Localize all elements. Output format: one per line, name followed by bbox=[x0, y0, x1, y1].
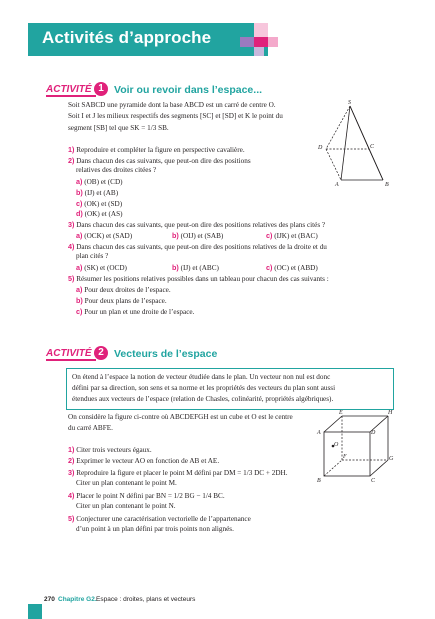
label-A: A bbox=[335, 182, 339, 188]
act2-q3-num: 3) bbox=[68, 468, 75, 477]
act1-q5-text: Résumer les positions relatives possibles dans un tableau pour chacun des cas suivants : bbox=[76, 275, 329, 283]
edge-SC bbox=[350, 106, 369, 149]
act1-q3-num: 3) bbox=[68, 220, 75, 229]
edge-CG bbox=[370, 460, 388, 476]
act2-q5-sub: d’un point à un plan défini par trois points non alignés. bbox=[76, 525, 234, 533]
act2-q4-num: 4) bbox=[68, 491, 75, 500]
act2-q5-num: 5) bbox=[68, 514, 75, 523]
act2-q4-text: Placer le point N défini par BN = 1/2 BG − 1/4 BC. bbox=[76, 492, 225, 500]
list-item: (OIJ) et (SAB) bbox=[180, 232, 224, 240]
edge-SA bbox=[341, 106, 350, 180]
list-marker: c) bbox=[266, 231, 273, 240]
list-item: (OC) et (ABD) bbox=[274, 264, 318, 272]
list-marker: b) bbox=[76, 188, 83, 197]
activity-1-title: Voir ou revoir dans l’espace... bbox=[114, 84, 263, 96]
label-B: B bbox=[385, 182, 389, 188]
list-item: (IJ) et (ABC) bbox=[180, 264, 219, 272]
list-item: Pour deux plans de l’espace. bbox=[84, 297, 167, 305]
label-B: B bbox=[317, 478, 321, 484]
act1-q4-line-1: Dans chacun des cas suivants, que peut-on dire des positions relatives de la droite et du bbox=[76, 243, 327, 251]
list-item: Pour un plan et une droite de l’espace. bbox=[84, 308, 195, 316]
list-item: (IJK) et (BAC) bbox=[274, 232, 318, 240]
list-marker: c) bbox=[76, 199, 83, 208]
edge-BF bbox=[324, 460, 342, 476]
act1-q4-line-2: plan cités ? bbox=[76, 252, 109, 260]
list-item: (OK) et (SD) bbox=[84, 200, 123, 208]
label-D: D bbox=[371, 430, 376, 436]
box-line-2: défini par sa direction, son sens et sa norme et les propriétés des vecteurs du plan sont aussi bbox=[72, 384, 336, 392]
act2-q1-num: 1) bbox=[68, 445, 75, 454]
list-marker: c) bbox=[76, 307, 83, 316]
list-item: (IJ) et (AB) bbox=[84, 189, 119, 197]
activity-1-number: 1 bbox=[94, 82, 108, 96]
list-marker: b) bbox=[172, 263, 179, 272]
act1-q2-line-2: relatives des droites citées ? bbox=[76, 166, 157, 174]
label-O: O bbox=[334, 442, 339, 448]
list-marker: b) bbox=[76, 296, 83, 305]
label-C: C bbox=[370, 144, 375, 150]
list-item: (OK) et (AS) bbox=[84, 210, 123, 218]
act2-q2-text: Exprimer le vecteur AO en fonction de AB et AE. bbox=[76, 457, 220, 465]
edge-DA bbox=[326, 149, 341, 180]
activity-2-underline bbox=[46, 359, 96, 361]
list-item: Pour deux droites de l’espace. bbox=[84, 286, 171, 294]
footer-tab bbox=[28, 604, 42, 619]
chapter-label: Chapitre G2. bbox=[58, 596, 97, 603]
act2-q5-text: Conjecturer une caractérisation vectorielle de l’appartenance bbox=[76, 515, 251, 523]
act1-q4-num: 4) bbox=[68, 242, 75, 251]
act2-intro-line-1: On considère la figure ci-contre où ABCDEFGH est un cube et O est le centre bbox=[68, 413, 293, 421]
act2-q3-sub: Citer un plan contenant le point M. bbox=[76, 479, 177, 487]
act2-q4-sub: Citer un plan contenant le point N. bbox=[76, 502, 176, 510]
label-G: G bbox=[389, 456, 394, 462]
list-marker: a) bbox=[76, 285, 83, 294]
pyramid-figure bbox=[312, 98, 404, 190]
cube-figure bbox=[312, 408, 396, 484]
chapter-title: Espace : droites, plans et vecteurs bbox=[96, 596, 196, 603]
box-line-3: étendues aux vecteurs de l’espace (relation de Chasles, colinéarité, propriétés algébriques). bbox=[72, 395, 334, 403]
act1-intro-line-2: Soit I et J les milieux respectifs des segments [SC] et [SD] et K le point du bbox=[68, 112, 283, 120]
list-marker: a) bbox=[76, 177, 83, 186]
activity-2-badge: ACTIVITÉ bbox=[46, 348, 92, 359]
act1-q1-num: 1) bbox=[68, 145, 75, 154]
label-C: C bbox=[371, 478, 376, 484]
list-item: (SK) et (OCD) bbox=[84, 264, 127, 272]
act1-intro-line-1: Soit SABCD une pyramide dont la base ABCD est un carré de centre O. bbox=[68, 101, 276, 109]
face-ABFE bbox=[324, 432, 370, 476]
act2-q3-text: Reproduire la figure et placer le point M défini par DM = 1/3 DC + 2DH. bbox=[76, 469, 288, 477]
act1-q2-line-1: Dans chacun des cas suivants, que peut-on dire des positions bbox=[76, 157, 251, 165]
edge-SD bbox=[326, 106, 350, 149]
box-line-1: On étend à l’espace la notion de vecteur étudiée dans le plan. Un vecteur non nul est donc bbox=[72, 373, 331, 381]
act2-q2-num: 2) bbox=[68, 456, 75, 465]
edge-AE bbox=[324, 416, 342, 432]
list-marker: a) bbox=[76, 231, 83, 240]
activity-1-underline bbox=[46, 95, 96, 97]
list-marker: c) bbox=[266, 263, 273, 272]
activity-2-title: Vecteurs de l’espace bbox=[114, 348, 218, 360]
list-marker: b) bbox=[172, 231, 179, 240]
list-item: (OB) et (CD) bbox=[84, 178, 123, 186]
label-E: E bbox=[339, 410, 343, 416]
edge-BC bbox=[369, 149, 383, 180]
list-marker: d) bbox=[76, 209, 83, 218]
act1-q2-num: 2) bbox=[68, 156, 75, 165]
label-A: A bbox=[317, 430, 321, 436]
act1-intro-line-3: segment [SB] tel que SK = 1/3 SB. bbox=[68, 124, 169, 132]
label-D: D bbox=[318, 145, 323, 151]
label-S: S bbox=[348, 100, 351, 106]
page-number: 270 bbox=[44, 596, 55, 603]
act1-q1-text: Reproduire et compléter la figure en perspective cavalière. bbox=[76, 146, 245, 154]
activity-2-number: 2 bbox=[94, 346, 108, 360]
act2-intro-line-2: du carré ABFE. bbox=[68, 424, 113, 432]
label-F: F bbox=[343, 454, 347, 460]
list-marker: a) bbox=[76, 263, 83, 272]
act1-q5-num: 5) bbox=[68, 274, 75, 283]
list-item: (OCK) et (SAD) bbox=[84, 232, 133, 240]
label-H: H bbox=[388, 410, 393, 416]
page-title: Activités d’approche bbox=[42, 28, 212, 47]
act2-q1-text: Citer trois vecteurs égaux. bbox=[76, 446, 152, 454]
act1-q3-text: Dans chacun des cas suivants, que peut-on dire des positions relatives des plans cités ? bbox=[76, 221, 326, 229]
activity-1-badge: ACTIVITÉ bbox=[46, 84, 92, 95]
